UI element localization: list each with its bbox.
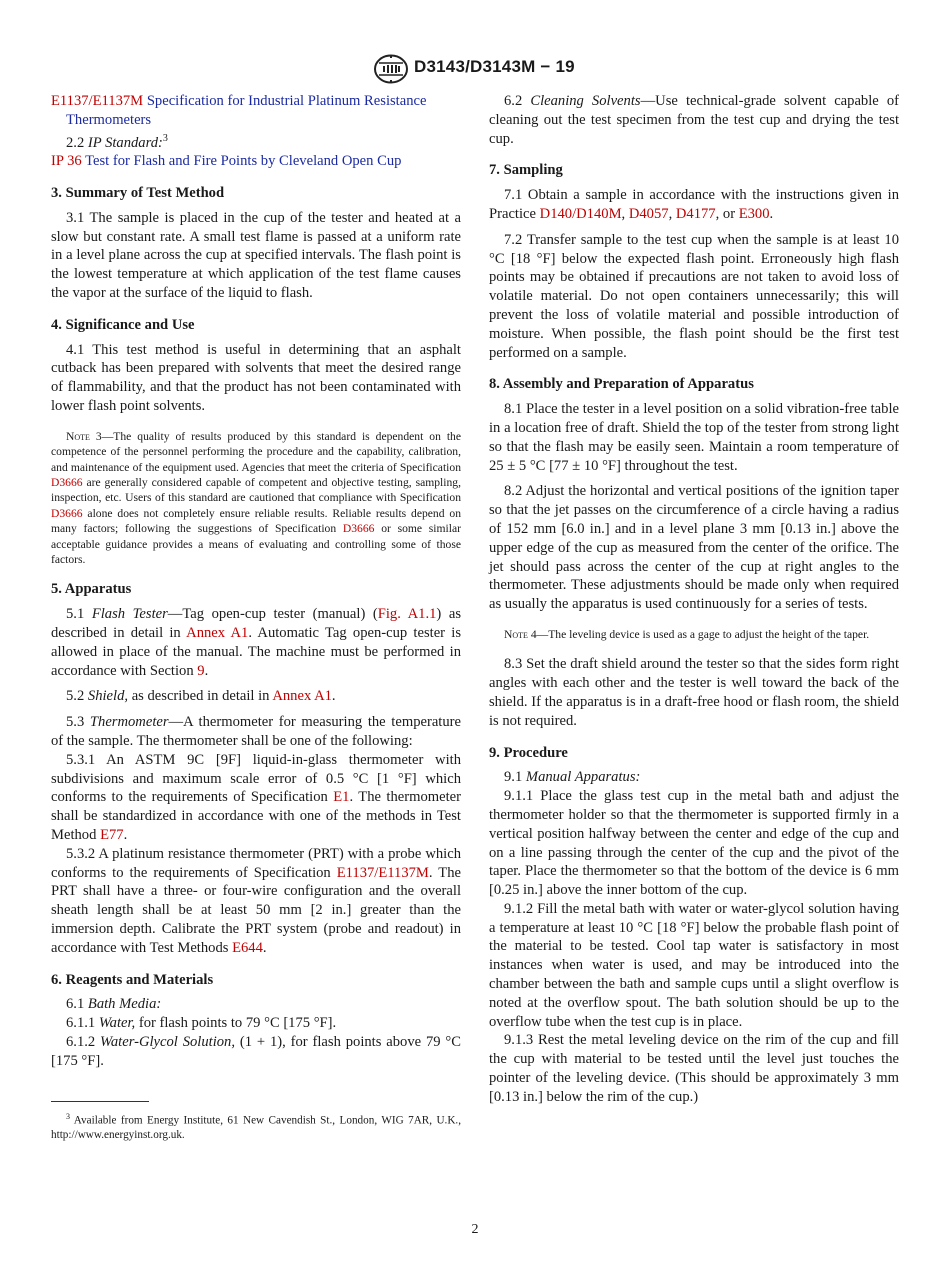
para-5-3: 5.3 Thermometer—A thermometer for measuring the temperature of the sample. The thermometer shall be one of the following:	[51, 714, 461, 750]
para-6-2: 6.2 Cleaning Solvents—Use technical-grade solvent capable of cleaning out the test specimen from the test cup and drying the test cup.	[489, 93, 899, 147]
section-6-heading: 6. Reagents and Materials	[51, 971, 214, 988]
ref-link-e1137[interactable]: E1137/E1137M	[336, 864, 429, 881]
para-9-1-3: 9.1.3 Rest the metal leveling device on the rim of the cup and fill the cup with material to be tested until the level just touches the pointer of the leveling device. (This should be approximately 3 mm [0.13 in.] below the rim of the cup.)	[489, 1032, 899, 1105]
footnote-3: $^3$ Available from Energy Institute, 61 New Cavendish St., London, WIG 7AR, U.K., http://www.energyinst.org.uk.	[51, 1111, 461, 1142]
ref-link-annex-a1[interactable]: Annex A1	[272, 688, 332, 705]
right-column	[489, 92, 899, 1107]
ref-title-e1137[interactable]: Specification for Industrial Platinum Resistance Thermometers	[66, 93, 427, 128]
ref-link-ip36[interactable]: IP 36	[51, 153, 82, 170]
para-3-1: 3.1 The sample is placed in the cup of the tester and heated at a slow but constant rate. A small test flame is passed at a uniform rate in a level plane across the cup at specified intervals. The flash point is the lowest temperature at which application of the test flame causes the vapor at the surface of the liquid to flash.	[51, 209, 461, 302]
left-column	[51, 92, 461, 1143]
astm-logo-icon	[373, 54, 409, 84]
ref-link-d4177[interactable]: D4177	[675, 205, 716, 222]
para-6-1-1: 6.1.1 Water, for flash points to 79 °C [175 °F].	[66, 1015, 337, 1032]
para-7-2: 7.2 Transfer sample to the test cup when the sample is at least 10 °C [18 °F] below the expected flash point. Erroneously high flash points may be obtained if precautions are not taken to avoid loss of volatile material. Do not open containers unnecessarily; this will prevent the loss of volatile material and possible introduction of moisture. When possible, the flash point should be the first test performed on a sample.	[489, 231, 899, 361]
ref-link-d3666[interactable]: D3666	[342, 522, 375, 536]
ref-link-fig-a1-1[interactable]: Fig. A1.1	[377, 606, 437, 623]
para-5-1: 5.1 Flash Tester—Tag open-cup tester (manual) (Fig. A1.1) as described in detail in Annex A1. Automatic Tag open-cup tester is allowed in place of the manual. The machine must be performed in accordance with Section 9.	[51, 606, 462, 679]
section-7-heading: 7. Sampling	[489, 162, 563, 179]
para-8-2: 8.2 Adjust the horizontal and vertical positions of the ignition taper so that the jet passes on the circumference of a circle having a radius of 152 mm [6.0 in.] and in a level plane 3 mm [0.13 in.] above the upper edge of the cup as measured from the center of the orifice. The jet should pass across the center of the cup at right angles to the thermometer. These adjustments should be made only when required as usually the apparatus is used continuously for a series of tests.	[489, 483, 899, 613]
ref-link-e1137[interactable]: E1137/E1137M	[51, 93, 144, 109]
ref-link-d4057[interactable]: D4057	[628, 205, 669, 222]
ref-link-e300[interactable]: E300	[738, 205, 770, 222]
para-6-1-2: 6.1.2 Water-Glycol Solution, (1 + 1), for flash points above 79 °C [175 °F].	[51, 1034, 461, 1069]
ref-link-annex-a1[interactable]: Annex A1	[186, 625, 249, 642]
ref-link-d3666[interactable]: D3666	[51, 476, 83, 490]
ip-standard-heading: 2.2 IP Standard:$^3$	[66, 132, 168, 151]
para-5-3-1: 5.3.1 An ASTM 9C [9F] liquid-in-glass thermometer with subdivisions and maximum scale error of 0.5 °C [1 °F] which conforms to the requirements of Specification E1. The thermometer shall be standardized in accordance with one of the methods in Test Method E77.	[51, 751, 461, 844]
para-5-2: 5.2 Shield, as described in detail in Annex A1.	[66, 688, 336, 705]
section-5-heading: 5. Apparatus	[51, 581, 132, 598]
para-9-1-2: 9.1.2 Fill the metal bath with water or water-glycol solution having a temperature at least 10 °C [18 °F] below the probable flash point of the material to be tested. Cool tap water is satisfactory in most instances when water is used, and may be introduced into the chamber between the bath and sample cups until a slight overflow is noted at the overflow spout. The bath solution should be up to the overflow tube when the test cup is in place.	[489, 900, 899, 1030]
footnote-divider	[51, 1101, 149, 1102]
page-number: 2	[471, 1222, 479, 1237]
reference-ip36	[51, 152, 461, 171]
para-9-1-1: 9.1.1 Place the glass test cup in the metal bath and adjust the thermometer holder so that the thermometer is supported firmly in a vertical position halfway between the center and edge of the cup and on a line passing through the center of the cup and the pivot of the taper. Place the thermometer so that the bottom of the device is 6 mm [0.25 in.] above the inner bottom of the cup.	[489, 788, 899, 899]
para-8-3: 8.3 Set the draft shield around the tester so that the sides form right angles with each other and the tester is well toward the back of the shield. If the apparatus is in a draft-free hood or flash room, the shield is not required.	[489, 656, 899, 729]
note-4: Note 4—The leveling device is used as a gage to adjust the height of the taper.	[504, 627, 870, 641]
para-7-1: 7.1 Obtain a sample in accordance with the instructions given in Practice D140/D140M, D4057, D4177, or E300.	[489, 187, 899, 222]
para-8-1: 8.1 Place the tester in a level position on a solid vibration-free table in a location free of draft. Shield the top of the tester from strong light so that the flash may be easily seen. Maintain a room temperature of 25 ± 5 °C [77 ± 10 °F] throughout the test.	[489, 401, 899, 474]
reference-e1137	[51, 92, 461, 130]
ref-link-e1[interactable]: E1	[333, 789, 350, 806]
note-3: Note 3—The quality of results produced by this standard is dependent on the competence of the personnel performing the procedure and the capability, calibration, and maintenance of the equipment used. Agencies that meet the criteria of Specification D3666 are generally considered capable of competent and objective testing, sampling, inspection, etc. Users of this standard are cautioned that compliance with Specification D3666 alone does not completely ensure reliable results. Reliable results depend on many factors; following the suggestions of Specification D3666 or some similar acceptable guidance provides a means of evaluating and controlling some of those factors.	[51, 429, 462, 567]
para-4-1: 4.1 This test method is useful in determining that an asphalt cutback has been prepared with solvents that meet the desired range of flammability, and that the product has not been contaminated with lower flash point solvents.	[51, 341, 461, 415]
para-9-1: 9.1 Manual Apparatus:	[504, 769, 641, 786]
ref-link-d3666[interactable]: D3666	[51, 506, 83, 520]
para-5-3-2: 5.3.2 A platinum resistance thermometer (PRT) with a probe which conforms to the requirements of Specification E1137/E1137M. The PRT shall have a three- or four-wire configuration and the overall sheath length shall be at least 50 mm [2 in.] greater than the immersion depth. Calibrate the PRT system (probe and readout) in accordance with Test Methods E644.	[51, 845, 461, 956]
page-header	[0, 54, 950, 84]
document-id: D3143/D3143M − 19	[414, 57, 575, 76]
ref-link-d140[interactable]: D140/D140M	[539, 205, 622, 222]
section-9-heading: 9. Procedure	[489, 744, 568, 761]
ref-link-section-9[interactable]: 9	[197, 662, 205, 679]
ref-link-e644[interactable]: E644	[232, 939, 263, 956]
section-8-heading: 8. Assembly and Preparation of Apparatus	[489, 376, 754, 393]
ref-title-ip36[interactable]: Test for Flash and Fire Points by Cleveland Open Cup	[85, 153, 402, 170]
para-6-1: 6.1 Bath Media:	[66, 996, 162, 1013]
section-3-heading: 3. Summary of Test Method	[51, 185, 225, 202]
ref-link-e77[interactable]: E77	[100, 827, 124, 844]
section-4-heading: 4. Significance and Use	[51, 316, 195, 333]
